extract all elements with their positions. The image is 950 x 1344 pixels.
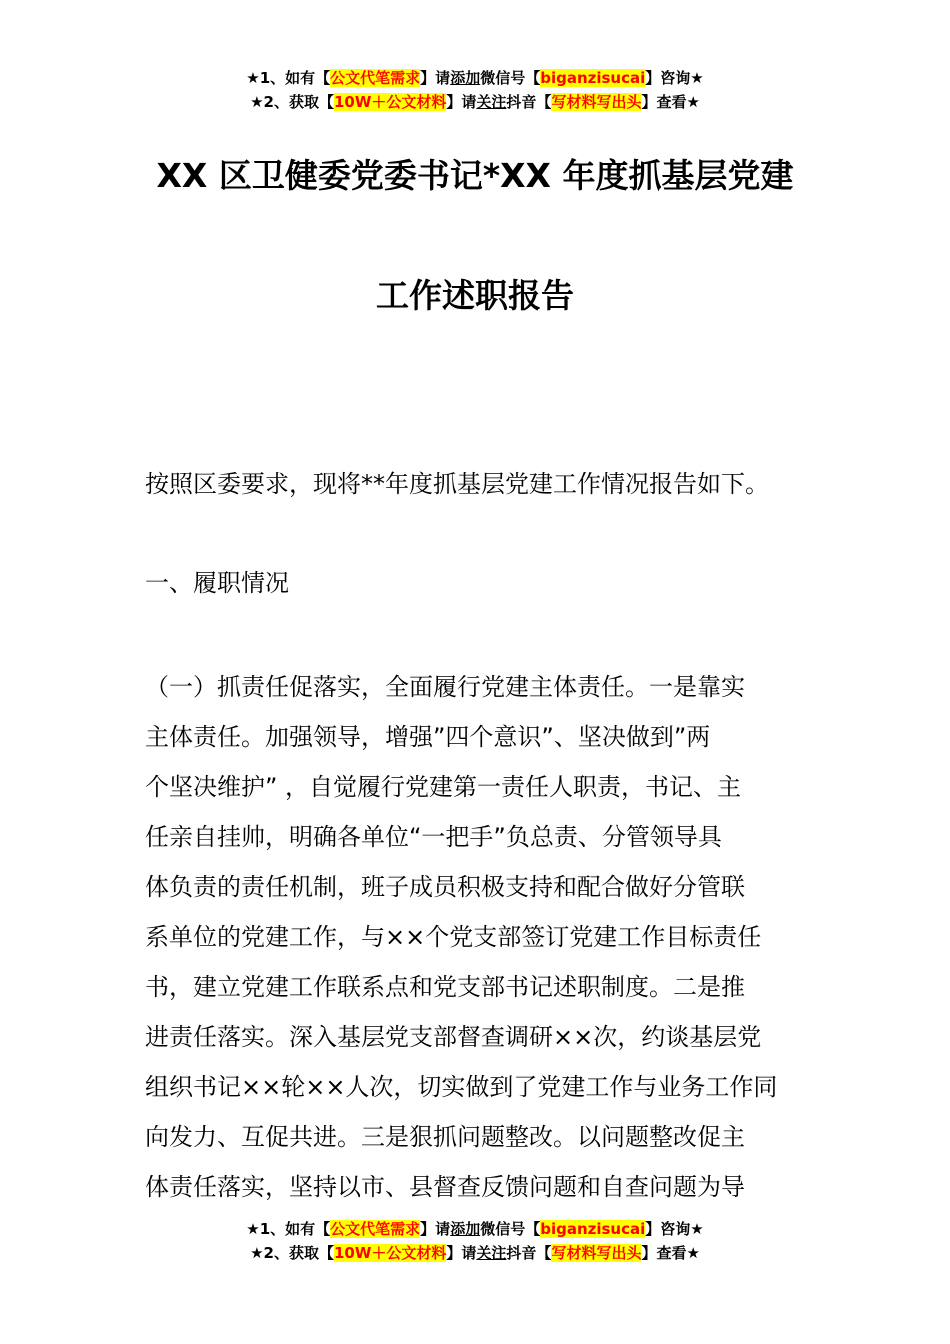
promo-text: 】查看★ bbox=[641, 93, 700, 111]
promo-text: 】请 bbox=[420, 1220, 451, 1238]
promo-text: 】请 bbox=[446, 93, 477, 111]
promo-text: 】咨询★ bbox=[645, 69, 704, 87]
document-title-line-2: 工作述职报告 bbox=[376, 276, 574, 315]
paragraph-line: 书，建立党建工作联系点和党支部书记述职制度。二是推 bbox=[145, 973, 745, 1001]
intro-paragraph: 按照区委要求，现将**年度抓基层党建工作情况报告如下。 bbox=[145, 470, 769, 498]
paragraph-line: 体责任落实，坚持以市、县督查反馈问题和自查问题为导 bbox=[145, 1173, 745, 1201]
paragraph-line: 体负责的责任机制，班子成员积极支持和配合做好分管联 bbox=[145, 873, 745, 901]
top-promo-banner bbox=[0, 66, 950, 114]
paragraph-line: 系单位的党建工作，与××个党支部签订党建工作目标责任 bbox=[145, 923, 762, 951]
section-heading: 一、履职情况 bbox=[145, 569, 289, 597]
document-title-line-1: XX 区卫健委党委书记*XX 年度抓基层党建 bbox=[156, 156, 794, 195]
promo-line-2 bbox=[0, 90, 950, 114]
promo-text: 微信号【 bbox=[480, 69, 541, 87]
promo-text: 】请 bbox=[420, 69, 451, 87]
promo-text: 抖音【 bbox=[506, 93, 552, 111]
promo-underlined-text: 关注 bbox=[476, 93, 507, 111]
promo-line-2 bbox=[0, 1241, 950, 1265]
promo-highlight: 写材料写出头 bbox=[551, 1244, 642, 1262]
promo-highlight: 公文代笔需求 bbox=[330, 1220, 421, 1238]
promo-line-1 bbox=[0, 1217, 950, 1241]
promo-highlight: 10W＋公文材料 bbox=[333, 1244, 447, 1262]
promo-text: ★2、获取【 bbox=[250, 93, 334, 111]
promo-text: 】查看★ bbox=[641, 1244, 700, 1262]
paragraph-line: 主体责任。加强领导，增强”四个意识”、坚决做到”两 bbox=[145, 723, 711, 751]
promo-highlight: 10W＋公文材料 bbox=[333, 93, 447, 111]
paragraph-line: 任亲自挂帅，明确各单位“一把手”负总责、分管领导具 bbox=[145, 823, 722, 851]
promo-text: 】咨询★ bbox=[645, 1220, 704, 1238]
promo-highlight: 写材料写出头 bbox=[551, 93, 642, 111]
promo-highlight: 公文代笔需求 bbox=[330, 69, 421, 87]
promo-text: ★1、如有【 bbox=[246, 1220, 331, 1238]
paragraph-line: 组织书记××轮××人次，切实做到了党建工作与业务工作同 bbox=[145, 1073, 778, 1101]
paragraph-line: 向发力、互促共进。三是狠抓问题整改。以问题整改促主 bbox=[145, 1123, 745, 1151]
promo-underlined-text: 添加 bbox=[450, 1220, 481, 1238]
promo-underlined-text: 添加 bbox=[450, 69, 481, 87]
promo-text: ★2、获取【 bbox=[250, 1244, 334, 1262]
promo-highlight: biganzisucai bbox=[540, 1220, 646, 1238]
paragraph-line: （一）抓责任促落实，全面履行党建主体责任。一是靠实 bbox=[145, 673, 745, 701]
promo-highlight: biganzisucai bbox=[540, 69, 646, 87]
bottom-promo-banner bbox=[0, 1217, 950, 1265]
promo-text: ★1、如有【 bbox=[246, 69, 331, 87]
paragraph-line: 个坚决维护” ，自觉履行党建第一责任人职责，书记、主 bbox=[145, 773, 742, 801]
promo-text: 微信号【 bbox=[480, 1220, 541, 1238]
body-paragraph bbox=[145, 662, 810, 1212]
paragraph-line: 进责任落实。深入基层党支部督查调研××次，约谈基层党 bbox=[145, 1023, 762, 1051]
promo-underlined-text: 关注 bbox=[476, 1244, 507, 1262]
promo-line-1 bbox=[0, 66, 950, 90]
promo-text: 】请 bbox=[446, 1244, 477, 1262]
promo-text: 抖音【 bbox=[506, 1244, 552, 1262]
